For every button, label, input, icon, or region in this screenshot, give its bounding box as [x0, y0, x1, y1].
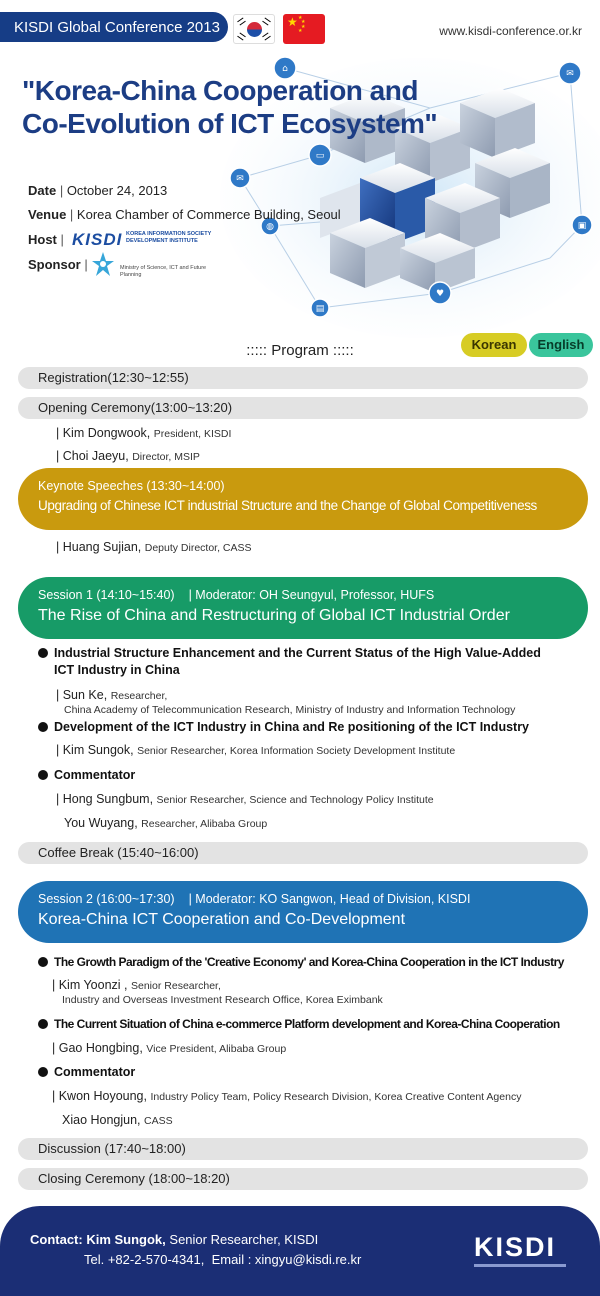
speaker-role: Deputy Director, CASS	[144, 542, 252, 554]
session-1-header	[38, 588, 434, 602]
speaker-role: Director, MSIP	[132, 451, 200, 463]
kisdi-logo-mark: KISDI	[72, 230, 123, 249]
session-1-commentator-1	[56, 792, 434, 806]
venue-label: Venue	[28, 207, 67, 222]
msip-emblem-icon	[92, 252, 114, 278]
session-2-banner	[18, 881, 588, 943]
svg-text:▤: ▤	[315, 304, 325, 314]
bullet-icon	[38, 770, 48, 780]
sponsor-label: Sponsor	[28, 257, 81, 272]
speaker-name: | Huang Sujian,	[56, 540, 142, 554]
svg-text:▣: ▣	[577, 221, 587, 231]
keynote-banner	[18, 468, 588, 530]
talk-title-line-1: Industrial Structure Enhancement and the Current Status of the High Value-Added	[54, 646, 541, 660]
keynote-speaker	[56, 540, 252, 554]
session-2-commentator-heading	[38, 1064, 135, 1081]
china-flag-icon: ★ ★ ★ ★ ★	[283, 14, 325, 44]
kisdi-logo-text: KOREA INFORMATION SOCIETY DEVELOPMENT INSTITUTE	[126, 231, 212, 244]
speaker-name: | Kwon Hoyoung,	[52, 1089, 147, 1103]
speaker-role: Senior Researcher, Korea Information Society Development Institute	[137, 745, 456, 757]
commentator-label: Commentator	[54, 1065, 136, 1079]
date-label: Date	[28, 183, 57, 198]
svg-text:✉: ✉	[566, 69, 574, 79]
contact-label: Contact: Kim Sungok,	[30, 1232, 166, 1247]
speaker-name: | Sun Ke,	[56, 688, 108, 702]
footer-logo-underline	[474, 1264, 566, 1267]
talk-title: Development of the ICT Industry in China and Re positioning of the ICT Industry	[54, 720, 530, 734]
speaker-role: President, KISDI	[153, 428, 232, 440]
headline-line-1: "Korea-China Cooperation and	[22, 75, 418, 106]
conference-headline	[22, 74, 462, 140]
speaker-name: You Wuyang,	[64, 816, 138, 830]
session-2-talk-2	[38, 1016, 560, 1033]
session-1-talk-1-affiliation: China Academy of Telecommunication Research, Ministry of Industry and Information Technology	[64, 704, 516, 716]
session-2-talk-1-speaker	[52, 978, 221, 992]
session-1-title: The Rise of China and Restructuring of Global ICT Industrial Order	[38, 607, 510, 624]
korean-language-button[interactable]: Korean	[461, 333, 527, 357]
program-heading: ::::: Program :::::	[246, 342, 354, 359]
contact-line	[30, 1232, 318, 1247]
svg-text:✉: ✉	[236, 174, 244, 184]
session-1-talk-2-speaker	[56, 743, 455, 757]
speaker-role: CASS	[144, 1115, 173, 1127]
talk-title: The Current Situation of China e-commerce Platform development and Korea-China Cooperation	[54, 1017, 560, 1031]
svg-text:▭: ▭	[315, 151, 325, 161]
korea-flag-icon	[233, 14, 275, 44]
session-1-time: Session 1 (14:10~15:40)	[38, 588, 175, 602]
svg-text:◍: ◍	[266, 222, 274, 232]
contact-role: Senior Researcher, KISDI	[169, 1232, 319, 1247]
session-1-moderator: | Moderator: OH Seungyul, Professor, HUFS	[188, 588, 435, 602]
keynote-time: Keynote Speeches (13:30~14:00)	[38, 479, 225, 493]
keynote-title: Upgrading of Chinese ICT industrial Structure and the Change of Global Competitiveness	[38, 498, 537, 513]
bullet-icon	[38, 957, 48, 967]
commentator-label: Commentator	[54, 768, 136, 782]
speaker-role: Researcher,	[110, 690, 168, 702]
session-2-header	[38, 892, 470, 906]
svg-text:♥: ♥	[435, 289, 445, 299]
speaker-name: | Kim Yoonzi ,	[52, 978, 128, 992]
session-2-talk-1-affiliation: Industry and Overseas Investment Research Office, Korea Eximbank	[62, 994, 383, 1006]
talk-title-line-2: ICT Industry in China	[54, 663, 180, 677]
session-2-moderator: | Moderator: KO Sangwon, Head of Division, KISDI	[188, 892, 471, 906]
opening-ceremony-bar: Opening Ceremony(13:00~13:20)	[18, 397, 588, 419]
session-1-commentator-2	[64, 816, 267, 830]
speaker-role: Researcher, Alibaba Group	[141, 818, 268, 830]
session-2-time: Session 2 (16:00~17:30)	[38, 892, 175, 906]
speaker-role: Vice President, Alibaba Group	[146, 1043, 287, 1055]
speaker-role: Senior Researcher,	[131, 980, 221, 992]
session-2-commentator-1	[52, 1089, 521, 1103]
speaker-name: | Choi Jaeyu,	[56, 449, 129, 463]
msip-logo-text: Ministry of Science, ICT and Future Planning	[120, 265, 207, 278]
discussion-bar: Discussion (17:40~18:00)	[18, 1138, 588, 1160]
speaker-name: Xiao Hongjun,	[62, 1113, 141, 1127]
bullet-icon	[38, 648, 48, 658]
kisdi-footer-logo: KISDI	[474, 1232, 557, 1262]
speaker-name: | Gao Hongbing,	[52, 1041, 143, 1055]
speaker-role: Senior Researcher, Science and Technology Policy Institute	[156, 794, 434, 806]
conference-title-box	[0, 12, 228, 42]
bullet-icon	[38, 1067, 48, 1077]
contact-details	[84, 1252, 361, 1267]
session-2-talk-2-speaker	[52, 1041, 286, 1055]
msip-sponsor-logo	[92, 252, 222, 280]
host-row: Host |	[28, 232, 64, 247]
svg-text:⌂: ⌂	[282, 64, 288, 74]
website-link[interactable]: www.kisdi-conference.or.kr	[439, 24, 582, 38]
speaker-name: | Kim Sungok,	[56, 743, 134, 757]
sponsor-row: Sponsor |	[28, 257, 88, 272]
session-1-banner	[18, 577, 588, 639]
session-1-commentator-heading	[38, 767, 135, 784]
conference-title: KISDI Global Conference 2013	[14, 19, 220, 36]
registration-bar: Registration(12:30~12:55)	[18, 367, 588, 389]
session-1-talk-2	[38, 719, 529, 736]
bullet-icon	[38, 722, 48, 732]
opening-speaker-2	[56, 449, 200, 463]
opening-speaker-1	[56, 426, 231, 440]
top-bar	[0, 0, 600, 48]
headline-line-2: Co-Evolution of ICT Ecosystem"	[22, 108, 438, 139]
kisdi-host-logo	[72, 230, 212, 248]
english-language-button[interactable]: English	[529, 333, 593, 357]
speaker-name: | Kim Dongwook,	[56, 426, 151, 440]
session-2-commentator-2	[62, 1113, 173, 1127]
session-2-title: Korea-China ICT Cooperation and Co-Development	[38, 911, 406, 928]
contact-phone[interactable]: Tel. +82-2-570-4341,	[84, 1252, 205, 1267]
talk-title: The Growth Paradigm of the 'Creative Economy' and Korea-China Cooperation in the ICT Industry	[54, 955, 564, 969]
venue-value: Korea Chamber of Commerce Building, Seoul	[76, 207, 341, 222]
session-2-talk-1	[38, 954, 564, 971]
session-1-talk-1	[38, 645, 541, 679]
contact-email[interactable]: Email : xingyu@kisdi.re.kr	[211, 1252, 362, 1267]
bullet-icon	[38, 1019, 48, 1029]
date-value: October 24, 2013	[66, 183, 168, 198]
contact-footer	[0, 1206, 600, 1296]
speaker-role: Industry Policy Team, Policy Research Division, Korea Creative Content Agency	[150, 1091, 522, 1103]
closing-ceremony-bar: Closing Ceremony (18:00~18:20)	[18, 1168, 588, 1190]
date-row: Date | October 24, 2013	[28, 183, 168, 198]
venue-row: Venue | Korea Chamber of Commerce Building, Seoul	[28, 207, 341, 222]
speaker-name: | Hong Sungbum,	[56, 792, 154, 806]
host-label: Host	[28, 232, 57, 247]
session-1-talk-1-speaker	[56, 688, 167, 702]
coffee-break-bar: Coffee Break (15:40~16:00)	[18, 842, 588, 864]
